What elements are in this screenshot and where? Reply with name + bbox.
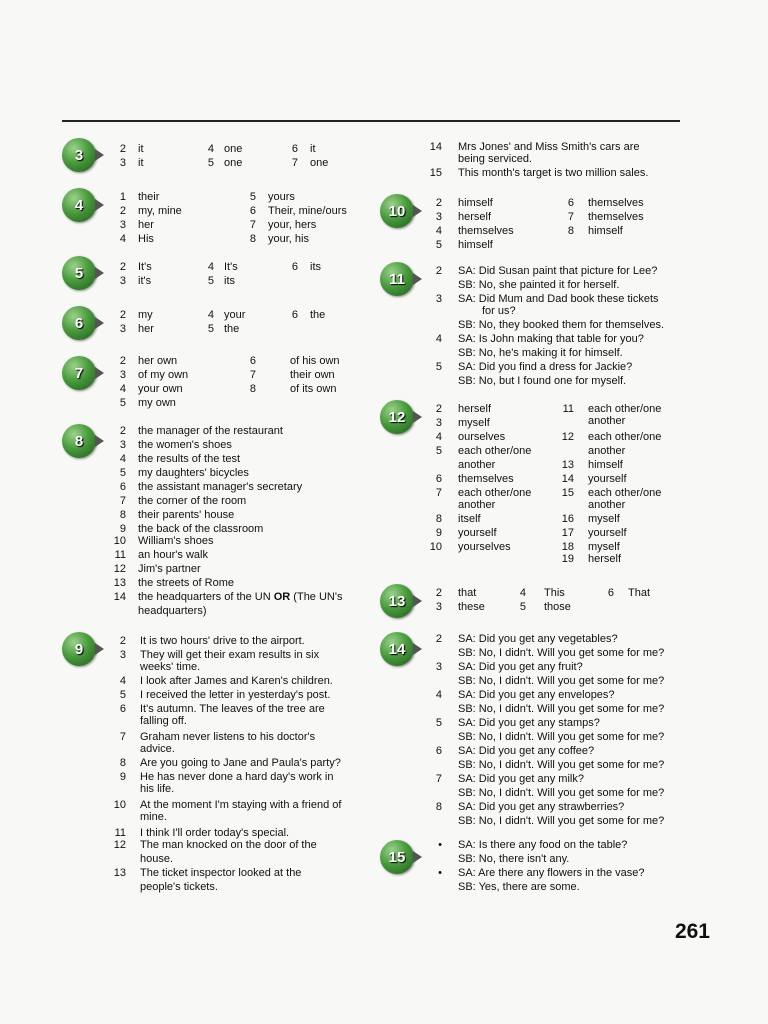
badge-pointer-icon bbox=[413, 273, 422, 285]
answer-text: SB: No, there isn't any. bbox=[458, 853, 570, 865]
answer-text: SA: Did Mum and Dad book these tickets bbox=[458, 293, 659, 305]
item-number: 7 bbox=[435, 487, 442, 499]
answer-text: the corner of the room bbox=[138, 495, 247, 507]
item-number: 2 bbox=[119, 635, 126, 647]
answer-text: mine. bbox=[140, 811, 167, 823]
exercise-badge-5 bbox=[62, 256, 96, 290]
answer-text: SA: Is John making that table for you? bbox=[458, 333, 644, 345]
exercise-badge-4 bbox=[62, 188, 96, 222]
exercise-badge-7 bbox=[62, 356, 96, 390]
item-number: 3 bbox=[119, 275, 126, 287]
item-number: 6 bbox=[249, 205, 256, 217]
item-number: 5 bbox=[119, 689, 126, 701]
badge-pointer-icon bbox=[413, 643, 422, 655]
answer-text: Are you going to Jane and Paula's party? bbox=[140, 757, 341, 769]
answer-text: SA: Did you get any milk? bbox=[458, 773, 584, 785]
badge-pointer-icon bbox=[95, 317, 104, 329]
item-number: 1 bbox=[119, 191, 126, 203]
item-number: 2 bbox=[119, 425, 126, 437]
exercise-badge-9 bbox=[62, 632, 96, 666]
exercise-badge-6 bbox=[62, 306, 96, 340]
answer-text: the streets of Rome bbox=[138, 577, 234, 589]
answer-text: it bbox=[138, 143, 144, 155]
answer-text: Jim's partner bbox=[138, 563, 201, 575]
answer-text: I received the letter in yesterday's post. bbox=[140, 689, 331, 701]
item-number: 14 bbox=[113, 591, 126, 603]
item-number: 5 bbox=[435, 361, 442, 373]
item-number: 5 bbox=[435, 445, 442, 457]
badge-pointer-icon bbox=[95, 267, 104, 279]
answer-text: the headquarters of the UN OR (The UN's bbox=[138, 591, 343, 603]
item-number: 2 bbox=[119, 261, 126, 273]
answer-text: his life. bbox=[140, 783, 175, 795]
item-number: 5 bbox=[435, 717, 442, 729]
item-number: 15 bbox=[429, 167, 442, 179]
item-number: • bbox=[438, 839, 442, 851]
answer-text: of his own bbox=[290, 355, 340, 367]
item-number: 9 bbox=[119, 523, 126, 535]
item-number: 6 bbox=[291, 143, 298, 155]
item-number: 5 bbox=[119, 467, 126, 479]
item-number: 10 bbox=[429, 541, 442, 553]
item-number: 5 bbox=[207, 323, 214, 335]
item-number: 12 bbox=[561, 431, 574, 443]
answer-text: the back of the classroom bbox=[138, 523, 264, 535]
item-number: 3 bbox=[119, 219, 126, 231]
answer-text: themselves bbox=[588, 211, 644, 223]
answer-text: your own bbox=[138, 383, 183, 395]
answer-text: being serviced. bbox=[458, 153, 532, 165]
answer-text: the women's shoes bbox=[138, 439, 232, 451]
item-number: 8 bbox=[435, 513, 442, 525]
item-number: 6 bbox=[607, 587, 614, 599]
answer-text: themselves bbox=[458, 225, 514, 237]
item-number: 8 bbox=[119, 509, 126, 521]
answer-text: your, his bbox=[268, 233, 309, 245]
answer-text: another bbox=[588, 445, 626, 457]
exercise-badge-10 bbox=[380, 194, 414, 228]
answer-text: the results of the test bbox=[138, 453, 241, 465]
exercise-number: 3 bbox=[74, 146, 84, 164]
answer-text: each other/one bbox=[588, 487, 662, 499]
item-number: 4 bbox=[207, 309, 214, 321]
answer-text: of its own bbox=[290, 383, 337, 395]
answer-text: His bbox=[138, 233, 154, 245]
answer-text: headquarters) bbox=[138, 605, 207, 617]
answer-text: people's tickets. bbox=[140, 881, 218, 893]
item-number: 6 bbox=[119, 703, 126, 715]
answer-text: the assistant manager's secretary bbox=[138, 481, 303, 493]
item-number: 4 bbox=[207, 261, 214, 273]
item-number: 13 bbox=[113, 867, 126, 879]
answer-text: herself bbox=[458, 403, 492, 415]
answer-text: my bbox=[138, 309, 153, 321]
answer-text: SA: Are there any flowers in the vase? bbox=[458, 867, 645, 879]
answer-text: It's bbox=[138, 261, 152, 273]
item-number: 4 bbox=[435, 689, 442, 701]
item-number: 8 bbox=[249, 233, 256, 245]
answer-text: himself bbox=[458, 197, 493, 209]
answer-text: those bbox=[544, 601, 571, 613]
item-number: 4 bbox=[119, 233, 126, 245]
answer-text: yourself bbox=[458, 527, 497, 539]
exercise-badge-11 bbox=[380, 262, 414, 296]
item-number: 9 bbox=[119, 771, 126, 783]
item-number: 2 bbox=[119, 309, 126, 321]
answer-text: another bbox=[458, 459, 496, 471]
answer-text: SB: No, I didn't. Will you get some for me? bbox=[458, 759, 665, 771]
answer-text: He has never done a hard day's work in bbox=[140, 771, 334, 783]
answer-text: I think I'll order today's special. bbox=[140, 827, 290, 839]
item-number: 7 bbox=[435, 773, 442, 785]
exercise-badge-12 bbox=[380, 400, 414, 434]
answer-text: SB: No, he's making it for himself. bbox=[458, 347, 623, 359]
answer-text: it bbox=[138, 157, 144, 169]
answer-text: one bbox=[224, 143, 243, 155]
item-number: 17 bbox=[561, 527, 574, 539]
item-number: 12 bbox=[113, 839, 126, 851]
item-number: 4 bbox=[435, 431, 442, 443]
exercise-badge-15 bbox=[380, 840, 414, 874]
answer-text: Mrs Jones' and Miss Smith's cars are bbox=[458, 141, 640, 153]
item-number: 4 bbox=[119, 675, 126, 687]
answer-text: your, hers bbox=[268, 219, 317, 231]
answer-text: each other/one bbox=[588, 431, 662, 443]
item-number: 10 bbox=[113, 799, 126, 811]
answer-text: himself bbox=[588, 225, 623, 237]
item-number: 7 bbox=[291, 157, 298, 169]
badge-pointer-icon bbox=[95, 643, 104, 655]
answer-text: her own bbox=[138, 355, 178, 367]
answer-text: SA: Did you get any coffee? bbox=[458, 745, 595, 757]
item-number: 3 bbox=[435, 211, 442, 223]
page-number: 261 bbox=[674, 920, 710, 943]
answer-text: myself bbox=[588, 541, 620, 553]
answer-text: their parents' house bbox=[138, 509, 235, 521]
item-number: 3 bbox=[435, 417, 442, 429]
item-number: 2 bbox=[119, 355, 126, 367]
item-number: 16 bbox=[561, 513, 574, 525]
answer-text: William's shoes bbox=[138, 535, 214, 547]
exercise-number: 12 bbox=[388, 408, 406, 426]
item-number: 2 bbox=[119, 143, 126, 155]
answer-text: SB: No, but I found one for myself. bbox=[458, 375, 627, 387]
answer-text: falling off. bbox=[140, 715, 187, 727]
item-number: 3 bbox=[119, 439, 126, 451]
answer-text: This month's target is two million sales. bbox=[458, 167, 649, 179]
answer-text: one bbox=[224, 157, 243, 169]
answer-text: it bbox=[310, 143, 316, 155]
item-number: 4 bbox=[435, 333, 442, 345]
answer-text: each other/one bbox=[458, 445, 532, 457]
item-number: 3 bbox=[119, 323, 126, 335]
answer-text: ourselves bbox=[458, 431, 506, 443]
answer-text: themselves bbox=[458, 473, 514, 485]
answer-text: herself bbox=[588, 553, 622, 565]
item-number: 8 bbox=[119, 757, 126, 769]
item-number: 4 bbox=[519, 587, 526, 599]
item-number: 3 bbox=[435, 661, 442, 673]
answer-text: my, mine bbox=[138, 205, 182, 217]
answer-text: SA: Is there any food on the table? bbox=[458, 839, 628, 851]
answer-text: another bbox=[588, 499, 626, 511]
answer-text: the bbox=[310, 309, 326, 321]
badge-pointer-icon bbox=[413, 205, 422, 217]
answer-text: It is two hours' drive to the airport. bbox=[140, 635, 305, 647]
answer-text: yourself bbox=[588, 473, 627, 485]
answer-text: the manager of the restaurant bbox=[138, 425, 283, 437]
item-number: 5 bbox=[249, 191, 256, 203]
item-number: 11 bbox=[562, 403, 574, 415]
answer-text: himself bbox=[588, 459, 623, 471]
item-number: 5 bbox=[435, 239, 442, 251]
answer-text: SB: No, I didn't. Will you get some for me? bbox=[458, 815, 665, 827]
answer-text: these bbox=[458, 601, 485, 613]
answer-text: It's autumn. The leaves of the tree are bbox=[140, 703, 325, 715]
item-number: 4 bbox=[435, 225, 442, 237]
answer-text: its bbox=[224, 275, 235, 287]
item-number: 6 bbox=[435, 473, 442, 485]
answer-text: SB: No, I didn't. Will you get some for me? bbox=[458, 703, 665, 715]
answer-text: her bbox=[138, 219, 154, 231]
answer-text: SB: Yes, there are some. bbox=[458, 881, 580, 893]
exercise-number: 6 bbox=[74, 314, 84, 332]
answer-text: for us? bbox=[482, 305, 516, 317]
badge-pointer-icon bbox=[413, 851, 422, 863]
answer-text: himself bbox=[458, 239, 493, 251]
item-number: 8 bbox=[567, 225, 574, 237]
item-number: 5 bbox=[519, 601, 526, 613]
item-number: 11 bbox=[114, 827, 126, 839]
item-number: 2 bbox=[119, 205, 126, 217]
header-rule bbox=[62, 120, 680, 122]
item-number: 3 bbox=[119, 649, 126, 661]
answer-text: SB: No, I didn't. Will you get some for me? bbox=[458, 787, 665, 799]
answer-text: That bbox=[628, 587, 651, 599]
item-number: 15 bbox=[561, 487, 574, 499]
item-number: 3 bbox=[119, 369, 126, 381]
answer-text: themselves bbox=[588, 197, 644, 209]
item-number: 5 bbox=[207, 275, 214, 287]
answer-text: The ticket inspector looked at the bbox=[140, 867, 302, 879]
item-number: 7 bbox=[119, 495, 126, 507]
exercise-number: 9 bbox=[74, 640, 84, 658]
badge-pointer-icon bbox=[95, 435, 104, 447]
answer-text: herself bbox=[458, 211, 492, 223]
badge-pointer-icon bbox=[413, 595, 422, 607]
answer-text: your bbox=[224, 309, 246, 321]
item-number: 2 bbox=[435, 265, 442, 277]
exercise-number: 13 bbox=[388, 592, 406, 610]
answer-text: SA: Did you find a dress for Jackie? bbox=[458, 361, 633, 373]
answer-text: an hour's walk bbox=[138, 549, 208, 561]
answer-text: SA: Did Susan paint that picture for Lee? bbox=[458, 265, 658, 277]
item-number: 4 bbox=[207, 143, 214, 155]
answer-text: It's bbox=[224, 261, 238, 273]
answer-text: SA: Did you get any stamps? bbox=[458, 717, 600, 729]
item-number: 6 bbox=[119, 481, 126, 493]
exercise-badge-14 bbox=[380, 632, 414, 666]
exercise-number: 14 bbox=[388, 640, 406, 658]
item-number: 6 bbox=[291, 261, 298, 273]
answer-text: The man knocked on the door of the bbox=[140, 839, 317, 851]
answer-text: her bbox=[138, 323, 154, 335]
item-number: 7 bbox=[119, 731, 126, 743]
item-number: 2 bbox=[435, 587, 442, 599]
item-number: 7 bbox=[249, 369, 256, 381]
exercise-number: 15 bbox=[388, 848, 406, 866]
exercise-number: 5 bbox=[74, 264, 84, 282]
answer-text: Graham never listens to his doctor's bbox=[140, 731, 316, 743]
answer-text: SB: No, she painted it for herself. bbox=[458, 279, 620, 291]
item-number: 13 bbox=[113, 577, 126, 589]
badge-pointer-icon bbox=[413, 411, 422, 423]
item-number: 8 bbox=[435, 801, 442, 813]
badge-pointer-icon bbox=[95, 199, 104, 211]
badge-pointer-icon bbox=[95, 149, 104, 161]
answer-text: another bbox=[588, 415, 626, 427]
answer-text: myself bbox=[588, 513, 620, 525]
answer-text: house. bbox=[140, 853, 174, 865]
item-number: 6 bbox=[567, 197, 574, 209]
answer-text: SB: No, I didn't. Will you get some for me? bbox=[458, 731, 665, 743]
item-number: 9 bbox=[435, 527, 442, 539]
answer-text: SA: Did you get any envelopes? bbox=[458, 689, 615, 701]
item-number: 6 bbox=[249, 355, 256, 367]
answer-text: another bbox=[458, 499, 496, 511]
item-number: 2 bbox=[435, 403, 442, 415]
item-number: 5 bbox=[119, 397, 126, 409]
answer-text: SB: No, they booked them for themselves. bbox=[458, 319, 665, 331]
answer-text: This bbox=[544, 587, 565, 599]
item-number: 2 bbox=[435, 633, 442, 645]
exercise-number: 11 bbox=[389, 270, 405, 288]
answer-text: They will get their exam results in six bbox=[140, 649, 320, 661]
item-number: 7 bbox=[567, 211, 574, 223]
answer-text: SA: Did you get any vegetables? bbox=[458, 633, 618, 645]
item-number: • bbox=[438, 867, 442, 879]
answer-text: one bbox=[310, 157, 329, 169]
item-number: 8 bbox=[249, 383, 256, 395]
exercise-badge-3 bbox=[62, 138, 96, 172]
item-number: 5 bbox=[207, 157, 214, 169]
exercise-number: 7 bbox=[74, 364, 84, 382]
item-number: 3 bbox=[435, 601, 442, 613]
exercise-number: 8 bbox=[74, 432, 84, 450]
answer-text: I look after James and Karen's children. bbox=[140, 675, 333, 687]
answer-text: it's bbox=[138, 275, 152, 287]
answer-text: myself bbox=[458, 417, 490, 429]
exercise-badge-8 bbox=[62, 424, 96, 458]
answer-text: my own bbox=[138, 397, 176, 409]
item-number: 11 bbox=[114, 549, 126, 561]
item-number: 10 bbox=[113, 535, 126, 547]
answer-text: their bbox=[138, 191, 160, 203]
item-number: 12 bbox=[113, 563, 126, 575]
exercise-badge-13 bbox=[380, 584, 414, 618]
item-number: 4 bbox=[119, 383, 126, 395]
exercise-number: 10 bbox=[388, 202, 406, 220]
answer-text: my daughters' bicycles bbox=[138, 467, 249, 479]
item-number: 14 bbox=[429, 141, 442, 153]
exercise-number: 4 bbox=[74, 196, 84, 214]
item-number: 14 bbox=[561, 473, 574, 485]
item-number: 4 bbox=[119, 453, 126, 465]
answer-text: yourselves bbox=[458, 541, 511, 553]
item-number: 6 bbox=[291, 309, 298, 321]
answer-text: SB: No, I didn't. Will you get some for me? bbox=[458, 647, 665, 659]
item-number: 18 bbox=[561, 541, 574, 553]
answer-text: SB: No, I didn't. Will you get some for me? bbox=[458, 675, 665, 687]
item-number: 2 bbox=[435, 197, 442, 209]
badge-pointer-icon bbox=[95, 367, 104, 379]
item-number: 3 bbox=[435, 293, 442, 305]
answer-text: itself bbox=[458, 513, 481, 525]
item-number: 3 bbox=[119, 157, 126, 169]
item-number: 19 bbox=[561, 553, 574, 565]
answer-text: its bbox=[310, 261, 321, 273]
answer-text: yourself bbox=[588, 527, 627, 539]
item-number: 6 bbox=[435, 745, 442, 757]
answer-text: Their, mine/ours bbox=[268, 205, 347, 217]
answer-text: their own bbox=[290, 369, 335, 381]
answer-text: the bbox=[224, 323, 240, 335]
answer-text: yours bbox=[268, 191, 295, 203]
answer-text: advice. bbox=[140, 743, 175, 755]
answer-text: SA: Did you get any fruit? bbox=[458, 661, 583, 673]
answer-text: each other/one bbox=[588, 403, 662, 415]
item-number: 13 bbox=[561, 459, 574, 471]
answer-text: weeks' time. bbox=[140, 661, 201, 673]
answer-text: SA: Did you get any strawberries? bbox=[458, 801, 625, 813]
answer-text: At the moment I'm staying with a friend of bbox=[140, 799, 342, 811]
answer-text: of my own bbox=[138, 369, 189, 381]
answer-text: that bbox=[458, 587, 477, 599]
answer-text: each other/one bbox=[458, 487, 532, 499]
item-number: 7 bbox=[249, 219, 256, 231]
